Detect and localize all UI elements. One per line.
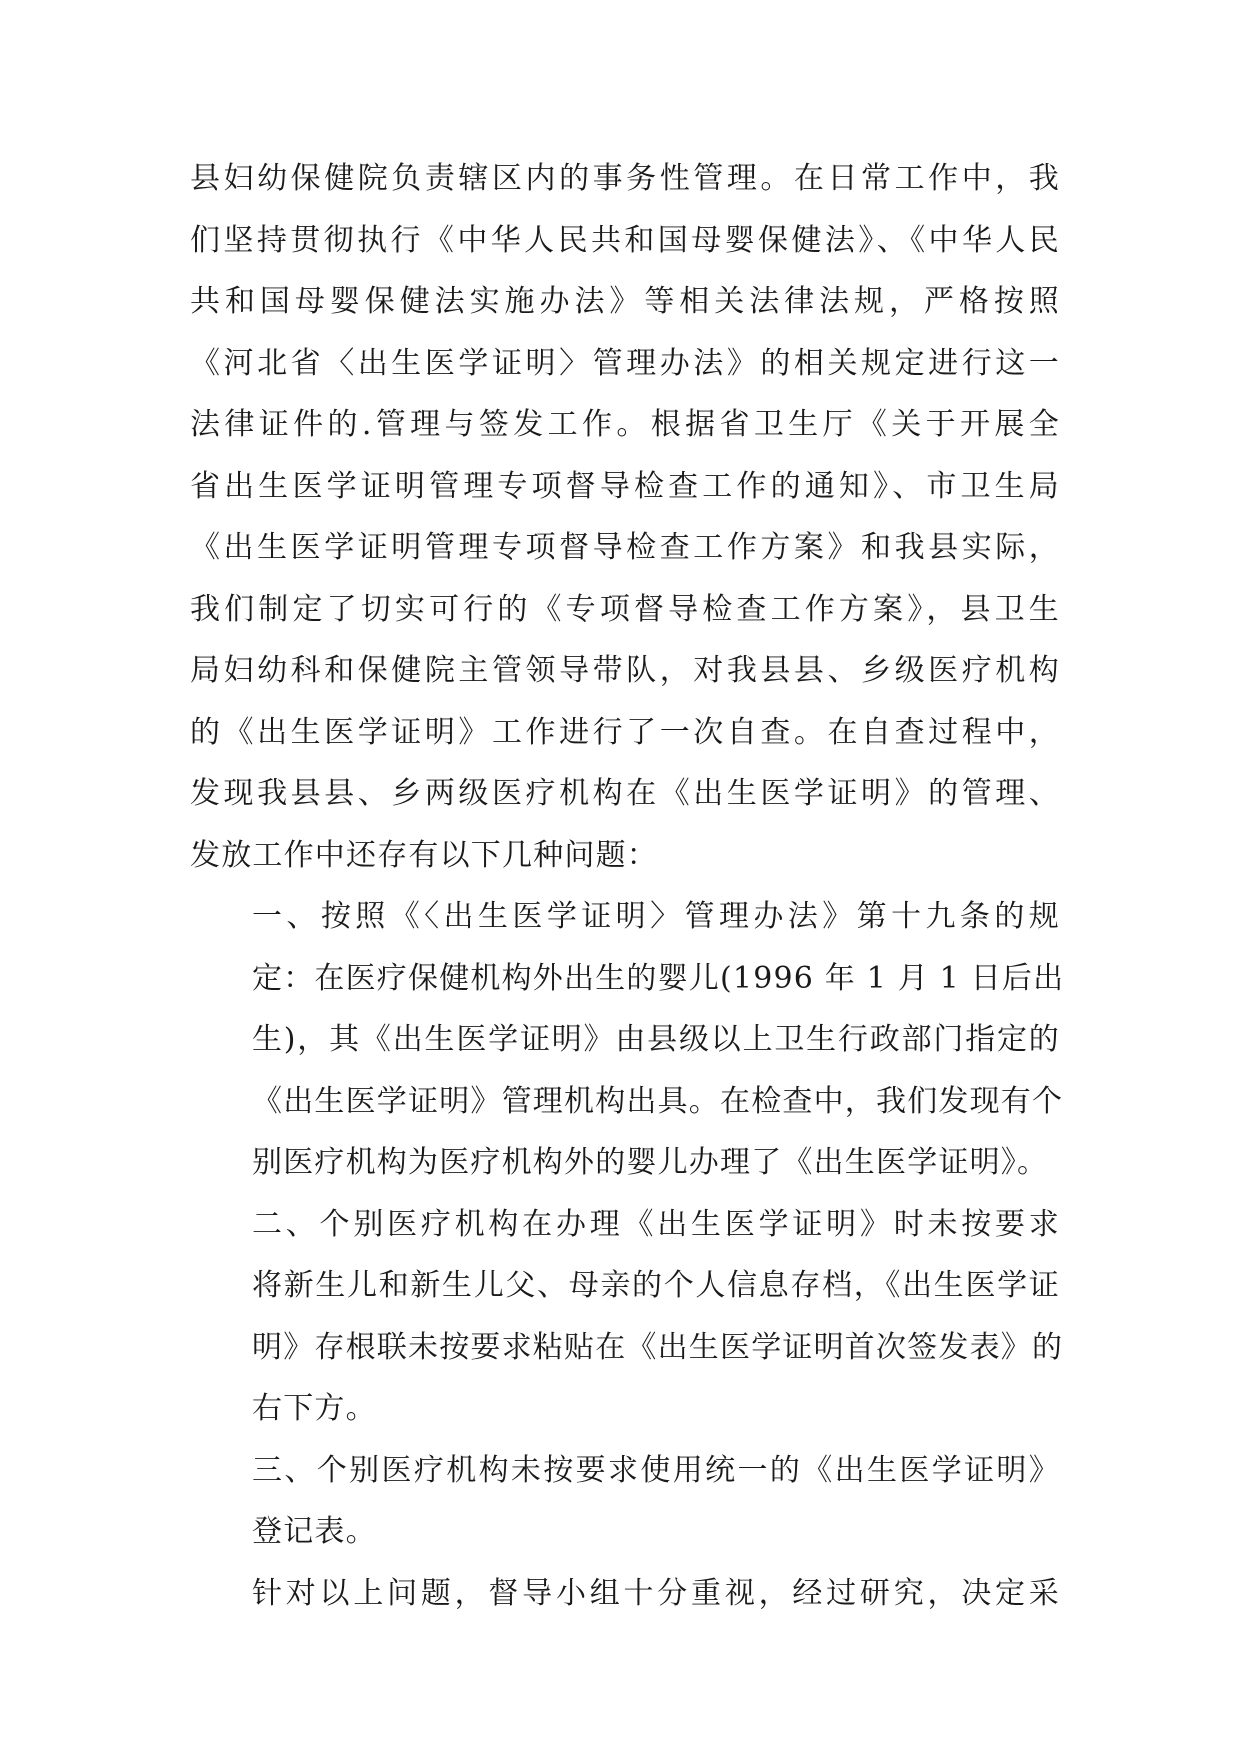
text-line: 定：在医疗保健机构外出生的婴儿(1996 年 1 月 1 日后出 <box>252 960 1065 996</box>
text-line: 生)，其《出生医学证明》由县级以上卫生行政部门指定的 <box>252 1022 1060 1057</box>
text-line: 《出生医学证明》管理机构出具。在检查中，我们发现有个 <box>252 1083 1064 1119</box>
text-line: 法律证件的.管理与签发工作。根据省卫生厅《关于开展全 <box>190 407 1060 442</box>
text-line: 针对以上问题，督导小组十分重视，经过研究，决定采 <box>252 1575 1060 1611</box>
text-line: 发现我县县、乡两级医疗机构在《出生医学证明》的管理、 <box>190 776 1060 811</box>
paragraph-measures <box>190 1563 1060 1625</box>
text-line: 省出生医学证明管理专项督导检查工作的通知》、市卫生局 <box>190 468 1060 504</box>
text-line: 三、个别医疗机构未按要求使用统一的《出生医学证明》 <box>252 1452 1060 1488</box>
text-line: 别医疗机构为医疗机构外的婴儿办理了《出生医学证明》。 <box>252 1145 1049 1180</box>
text-line: 的《出生医学证明》工作进行了一次自查。在自查过程中， <box>190 714 1060 750</box>
text-line: 将新生儿和新生儿父、母亲的个人信息存档，《出生医学证 <box>252 1268 1060 1303</box>
text-line: 们坚持贯彻执行《中华人民共和国母婴保健法》、《中华人民 <box>190 222 1060 258</box>
text-line: 发放工作中还存有以下几种问题： <box>190 837 658 873</box>
paragraph-intro <box>190 148 1060 886</box>
text-line: 《出生医学证明管理专项督导检查工作方案》和我县实际， <box>190 530 1060 565</box>
text-line: 县妇幼保健院负责辖区内的事务性管理。在日常工作中，我 <box>190 161 1060 196</box>
text-line: 共和国母婴保健法实施办法》等相关法律法规，严格按照 <box>190 284 1060 319</box>
paragraph-issue-two <box>190 1194 1064 1440</box>
paragraph-issue-three <box>190 1440 1060 1563</box>
text-line: 我们制定了切实可行的《专项督导检查工作方案》，县卫生 <box>190 591 1060 627</box>
text-line: 右下方。 <box>252 1391 377 1426</box>
text-line: 《河北省〈出生医学证明〉管理办法》的相关规定进行这一 <box>190 345 1060 381</box>
text-line: 登记表。 <box>252 1514 377 1549</box>
text-line: 一、按照《〈出生医学证明〉管理办法》第十九条的规 <box>252 899 1060 934</box>
paragraph-issue-one <box>190 886 1065 1194</box>
text-line: 明》存根联未按要求粘贴在《出生医学证明首次签发表》的 <box>252 1329 1064 1365</box>
document-page <box>190 148 1065 1624</box>
text-line: 局妇幼科和保健院主管领导带队，对我县县、乡级医疗机构 <box>190 653 1060 688</box>
text-line: 二、个别医疗机构在办理《出生医学证明》时未按要求 <box>252 1206 1060 1242</box>
